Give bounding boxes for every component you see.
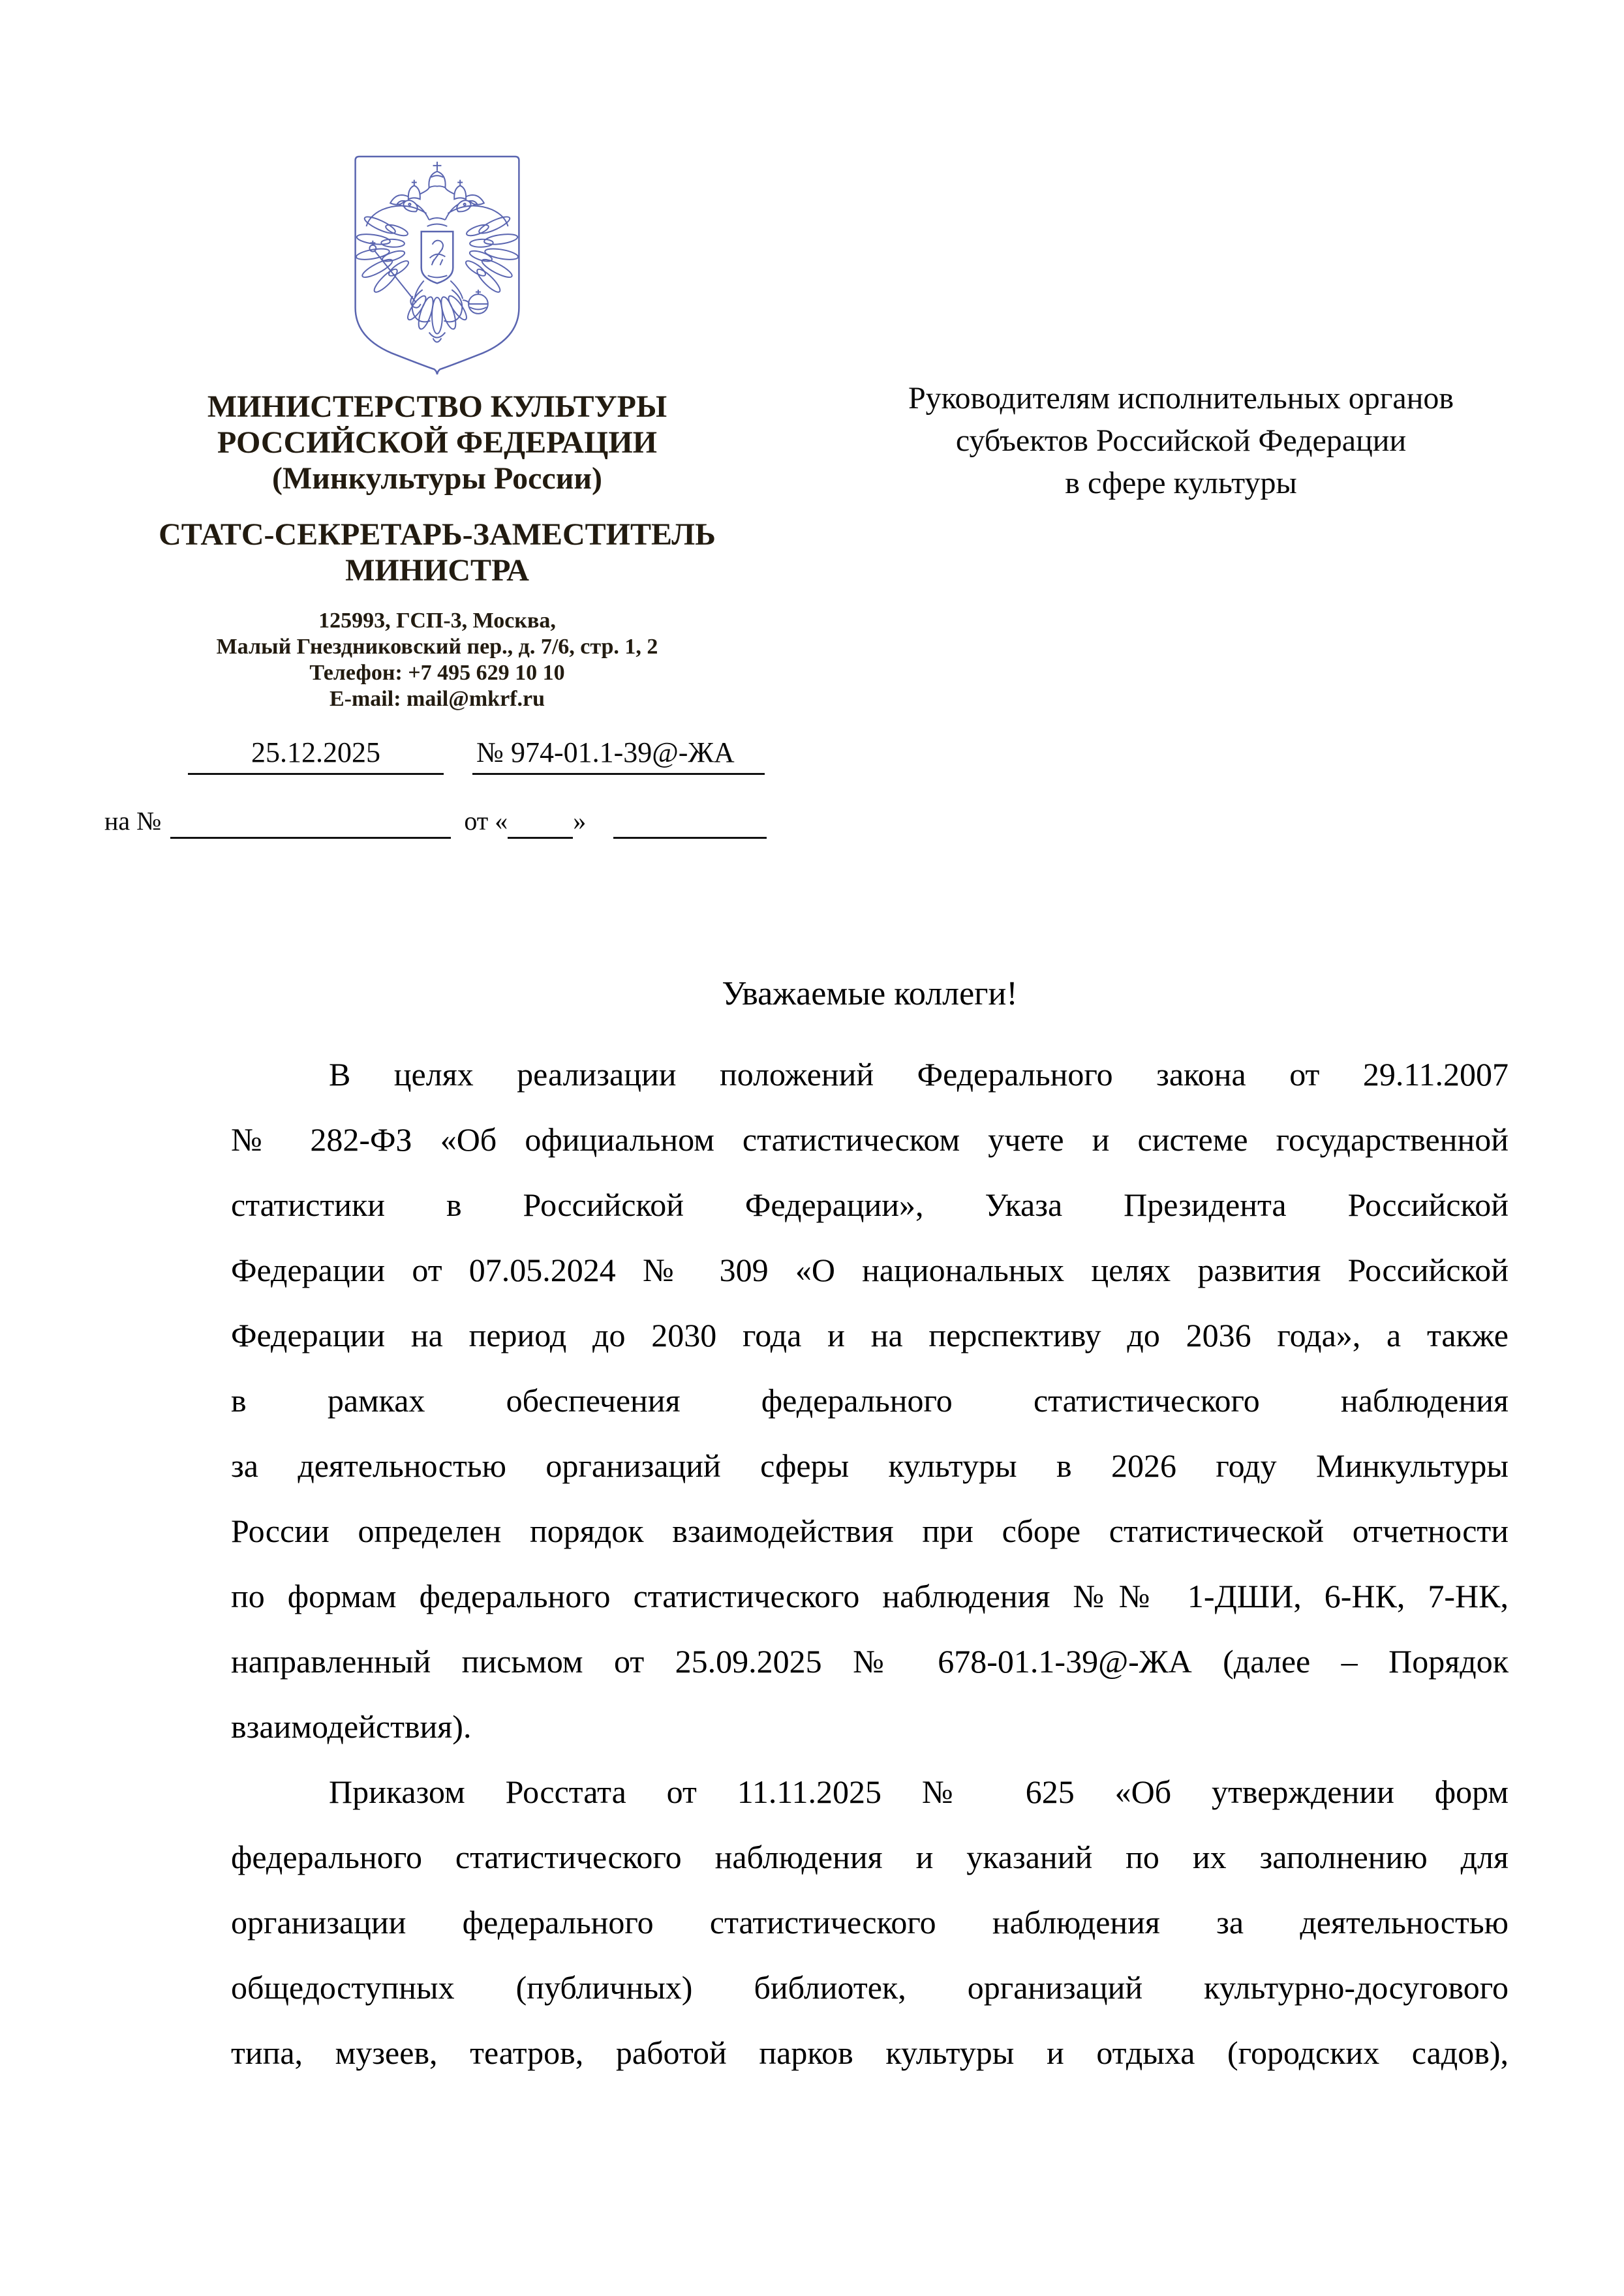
body-line: России определен порядок взаимодействия при сборе статистической отчетности (231, 1513, 1509, 1549)
body-line: в рамках обеспечения федерального статистического наблюдения (231, 1382, 1509, 1419)
date-number-row (188, 728, 765, 775)
ministry-name-line2: РОССИЙСКОЙ ФЕДЕРАЦИИ (217, 425, 658, 460)
postal-address-line2: Малый Гнездниковский пер., д. 7/6, стр. 1, 2 (216, 635, 658, 659)
ministry-name-block (78, 389, 796, 496)
doc-number-field (472, 728, 765, 775)
ministry-name-line1: МИНИСТЕРСТВО КУЛЬТУРЫ (207, 389, 667, 424)
ref-label: на № (104, 806, 162, 836)
ref-day-underline (508, 796, 573, 839)
phone-line: Телефон: +7 495 629 10 10 (309, 661, 565, 685)
contacts-block (78, 608, 796, 712)
ref-month-underline (613, 796, 767, 839)
body-line: № 282-ФЗ «Об официальном статистическом учете и системе государственной (231, 1121, 1509, 1158)
body-line: В целях реализации положений Федерального закона от 29.11.2007 (329, 1056, 1509, 1093)
reference-row (104, 792, 767, 839)
date-value: 25.12.2025 (251, 736, 380, 768)
body-line: Приказом Росстата от 11.11.2025 № 625 «Об утверждении форм (329, 1774, 1509, 1810)
official-position-block (78, 517, 796, 588)
body-line: статистики в Российской Федерации», Указа Президента Российской (231, 1186, 1509, 1223)
body-line: Федерации от 07.05.2024 № 309 «О национальных целях развития Российской (231, 1252, 1509, 1288)
email-line: E-mail: mail@mkrf.ru (329, 687, 545, 711)
body-line: по формам федерального статистического наблюдения №№ 1-ДШИ, 6-НК, 7-НК, (231, 1578, 1509, 1614)
body-line: Федерации на период до 2030 года и на перспективу до 2036 года», а также (231, 1317, 1509, 1353)
ref-ot-label: от « (464, 806, 508, 836)
position-line2: МИНИСТРА (345, 553, 529, 588)
ref-close-quote: » (573, 806, 587, 836)
ministry-short-name: (Минкультуры России) (271, 461, 602, 496)
body-line: федерального статистического наблюдения и указаний по их заполнению для (231, 1839, 1509, 1875)
letter-body (231, 1042, 1509, 2085)
body-line: общедоступных (публичных) библиотек, организаций культурно-досугового (231, 1969, 1509, 2006)
body-line: типа, музеев, театров, работой парков культуры и отдыха (городских садов), (231, 2034, 1509, 2071)
ref-number-underline (170, 796, 451, 839)
russia-coat-of-arms-icon (350, 154, 524, 377)
body-line: взаимодействия). (231, 1708, 472, 1745)
doc-number-value: № 974-01.1-39@-ЖА (476, 736, 735, 768)
greeting: Уважаемые коллеги! (722, 975, 1018, 1012)
recipient-line1: Руководителям исполнительных органов (908, 381, 1454, 415)
body-line: за деятельностью организаций сферы культуры в 2026 году Минкультуры (231, 1447, 1509, 1484)
body-line: организации федерального статистического наблюдения за деятельностью (231, 1904, 1509, 1941)
position-line1: СТАТС-СЕКРЕТАРЬ-ЗАМЕСТИТЕЛЬ (159, 517, 716, 552)
date-field (188, 728, 444, 775)
body-line: направленный письмом от 25.09.2025 № 678-01.1-39@-ЖА (далее – Порядок (231, 1643, 1509, 1680)
recipient-block (835, 377, 1527, 504)
recipient-line2: субъектов Российской Федерации (955, 423, 1407, 458)
postal-address-line1: 125993, ГСП-3, Москва, (318, 609, 556, 633)
recipient-line3: в сфере культуры (1065, 466, 1297, 500)
